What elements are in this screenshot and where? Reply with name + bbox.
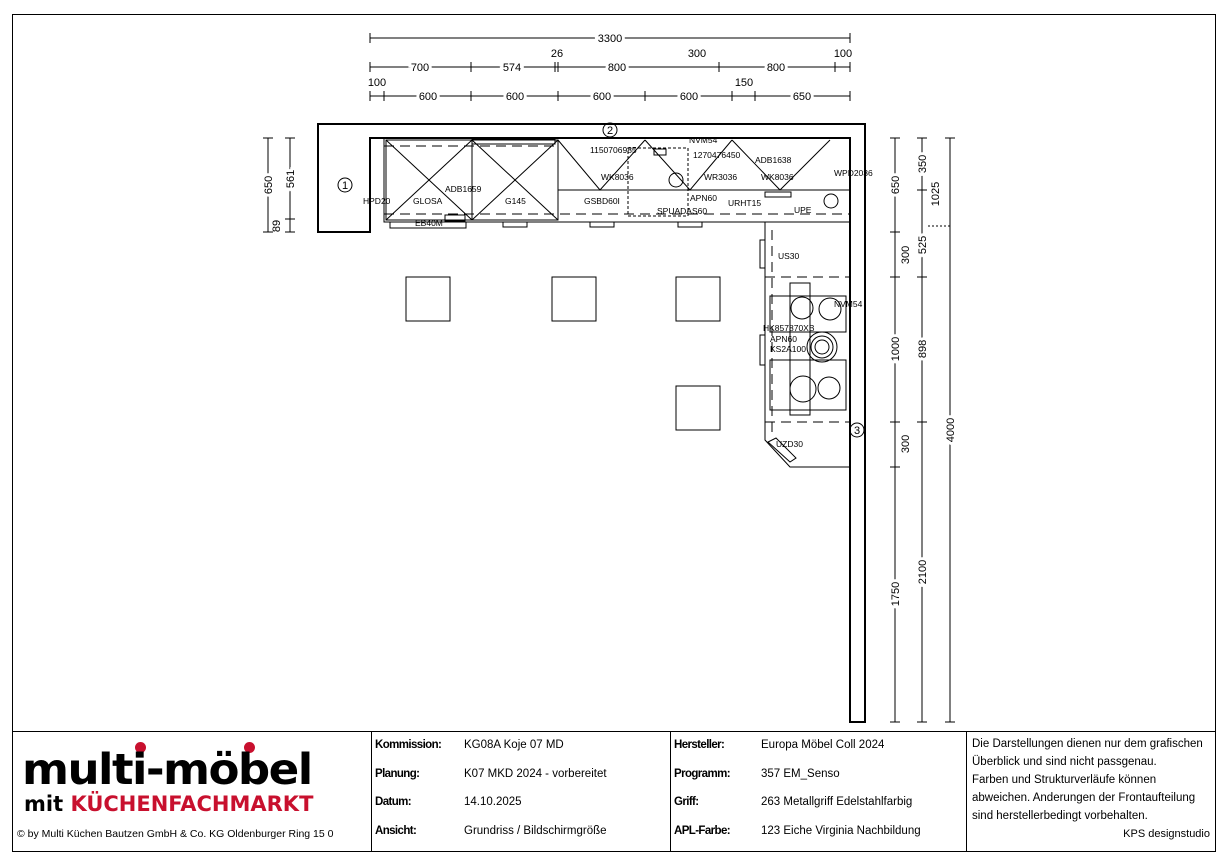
dim-text: 600 [418, 91, 438, 103]
dim-text: 350 [917, 154, 929, 174]
field-label: Griff: [674, 796, 699, 808]
dim-text: 1025 [930, 181, 942, 207]
dim-text: 800 [766, 62, 786, 74]
dim-text: 700 [410, 62, 430, 74]
note-line: Überblick und sind nicht passgenau. [972, 756, 1157, 768]
cabinet-label: WK8036 [601, 172, 634, 182]
dim-text: 3300 [597, 33, 623, 45]
cabinet-label: APN60 [770, 334, 797, 344]
dim-text: 525 [917, 235, 929, 255]
field-label: Datum: [375, 796, 412, 808]
divider [670, 731, 671, 852]
dim-text: 300 [687, 48, 707, 60]
cabinet-label: EB40M [415, 218, 443, 228]
note-line: abweichen. Anderungen der Frontaufteilung [972, 792, 1196, 804]
field-value: 14.10.2025 [464, 796, 522, 808]
marker-label: 1 [341, 180, 349, 192]
cabinet-label: WPD2036 [834, 168, 873, 178]
cabinet-label: KS2A100 [770, 344, 806, 354]
field-value: Europa Möbel Coll 2024 [761, 739, 885, 751]
cabinet-label: NVM54 [834, 299, 863, 309]
note-line: Die Darstellungen dienen nur dem grafischen [972, 738, 1203, 750]
field-label: Hersteller: [674, 739, 725, 751]
dim-text: 600 [592, 91, 612, 103]
field-value: K07 MKD 2024 - vorbereitet [464, 768, 607, 780]
dim-text: 574 [502, 62, 522, 74]
dim-text: 800 [607, 62, 627, 74]
title-block [12, 731, 1216, 852]
cabinet-label: 1150706985 [590, 145, 637, 155]
disclaimer-note [972, 735, 1216, 825]
cabinet-label: GLOSA [413, 196, 443, 206]
cabinet-label: WR3036 [704, 172, 738, 182]
dim-text: 300 [900, 434, 912, 454]
cabinet-label: URHT15 [728, 198, 762, 208]
logo-sub-brand: KÜCHENFACHMARKT [70, 792, 314, 816]
marker-label: 3 [853, 425, 861, 437]
field-value: Grundriss / Bildschirmgröße [464, 825, 607, 837]
logo-subline [24, 792, 313, 816]
field-label: Kommission: [375, 739, 442, 751]
dim-text: 1000 [890, 336, 902, 362]
cabinet-label: G145 [505, 196, 526, 206]
floor-tile [676, 277, 720, 321]
dim-text: 650 [792, 91, 812, 103]
dim-text: 600 [505, 91, 525, 103]
logo-wordmark: multi-möbel [22, 745, 312, 795]
divider [12, 731, 1216, 732]
dim-text: 1750 [890, 581, 902, 607]
cabinet-label: 1270476450 [693, 150, 741, 160]
dim-text: 2100 [917, 559, 929, 585]
note-line: Farben und Strukturverläufe können [972, 774, 1157, 786]
field-label: Programm: [674, 768, 730, 780]
cabinet-label: APN60 [690, 193, 717, 203]
cabinet-label: UZD30 [776, 439, 803, 449]
field-label: Planung: [375, 768, 420, 780]
field-label: Ansicht: [375, 825, 417, 837]
marker-label: 2 [606, 125, 614, 137]
field-value: 123 Eiche Virginia Nachbildung [761, 825, 921, 837]
dim-text: 650 [263, 175, 275, 195]
dim-text: 600 [679, 91, 699, 103]
field-value: 263 Metallgriff Edelstahlfarbig [761, 796, 913, 808]
note-line: sind herstellerbedingt vorbehalten. [972, 810, 1148, 822]
cabinet-label: HPD20 [363, 196, 391, 206]
logo-sub-prefix: mit [24, 792, 64, 816]
dim-text: 150 [734, 77, 754, 89]
divider [966, 731, 967, 852]
dim-text: 300 [900, 245, 912, 265]
divider [371, 731, 372, 852]
floor-tile [406, 277, 450, 321]
cabinet-label: UPE [794, 205, 812, 215]
cabinet-label: HK857870XB [763, 323, 815, 333]
dim-text: 100 [833, 48, 853, 60]
cabinet-label: US30 [778, 251, 800, 261]
cabinet-label: ADB1638 [755, 155, 792, 165]
cabinet-label: ADB1659 [445, 184, 482, 194]
cabinet-label: SPUADAS60 [657, 206, 708, 216]
software-name: KPS designstudio [1123, 828, 1210, 840]
field-value: 357 EM_Senso [761, 768, 840, 780]
dim-text: 561 [285, 169, 297, 189]
cabinet-label: WK8036 [761, 172, 794, 182]
cabinet-label: GSBD60I [584, 196, 620, 206]
field-label: APL-Farbe: [674, 825, 730, 837]
dim-text: 26 [550, 48, 564, 60]
dim-text: 4000 [945, 417, 957, 443]
field-value: KG08A Koje 07 MD [464, 739, 564, 751]
copyright-text: © by Multi Küchen Bautzen GmbH & Co. KG Oldenburger Ring 15 0 [17, 828, 334, 840]
dim-text: 898 [917, 339, 929, 359]
dim-text: 100 [367, 77, 387, 89]
dim-text: 650 [890, 175, 902, 195]
floor-tile [552, 277, 596, 321]
dim-text: 89 [271, 219, 283, 233]
cabinet-label: NVM54 [689, 135, 718, 145]
floor-tile [676, 386, 720, 430]
